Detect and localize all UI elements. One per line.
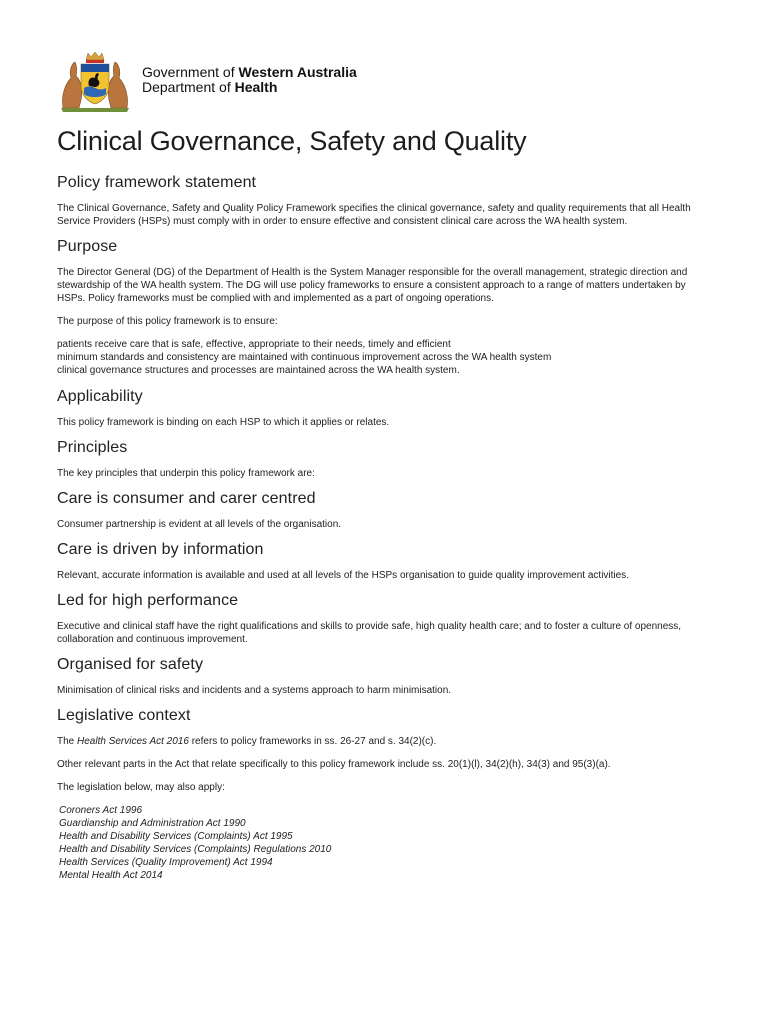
org-line-department: Department of Health xyxy=(142,79,278,95)
section-legislative-context xyxy=(57,707,707,882)
section-heading: Applicability xyxy=(57,388,143,405)
list-item: Guardianship and Administration Act 1990 xyxy=(59,818,246,829)
section-text: Executive and clinical staff have the right qualifications and skills to provide safe, high quality health care; and to foster a culture of openness, collaboration and continuous improvement. xyxy=(57,621,682,645)
section-heading: Purpose xyxy=(57,238,118,255)
list-item: Coroners Act 1996 xyxy=(59,805,143,816)
section-text: The purpose of this policy framework is to ensure: xyxy=(57,316,278,327)
section-heading: Policy framework statement xyxy=(57,174,257,191)
section-principles xyxy=(57,439,707,480)
section-text: This policy framework is binding on each HSP to which it applies or relates. xyxy=(57,417,390,428)
section-heading: Legislative context xyxy=(57,707,191,724)
section-text: Minimisation of clinical risks and incidents and a systems approach to harm minimisation. xyxy=(57,685,452,696)
section-text: The legislation below, may also apply: xyxy=(57,782,225,793)
section-text: Other relevant parts in the Act that relate specifically to this policy framework include ss. 20(1)(l), 34(2)(h), 34(3) and 95(3)(a). xyxy=(57,759,611,770)
document-body xyxy=(57,174,707,882)
list-item: Health Services (Quality Improvement) Act 1994 xyxy=(59,857,273,868)
section-text: The Clinical Governance, Safety and Quality Policy Framework specifies the clinical governance, safety and quality requirements that all Health Service Providers (HSPs) must comply with in order to ensure effective and consistent clinical care across the WA health system. xyxy=(57,203,691,227)
section-driven-by-information xyxy=(57,541,707,582)
section-consumer-centred xyxy=(57,490,707,531)
list-item: patients receive care that is safe, effective, appropriate to their needs, timely and efficient xyxy=(57,339,451,350)
section-heading: Led for high performance xyxy=(57,592,239,609)
section-heading: Care is driven by information xyxy=(57,541,264,558)
page-title: Clinical Governance, Safety and Quality xyxy=(57,126,527,156)
organisation-name xyxy=(142,65,357,95)
list-item: Mental Health Act 2014 xyxy=(59,870,163,881)
coat-of-arms-logo xyxy=(57,50,133,112)
header xyxy=(57,50,457,116)
section-high-performance xyxy=(57,592,707,646)
purpose-list xyxy=(57,338,707,377)
section-text: The Director General (DG) of the Department of Health is the System Manager responsible for the overall management, strategic direction and stewardship of the WA health system. The DG will use policy frameworks to ensure a consistent approach to a range of matters undertaken by HSPs. Policy frameworks must be complied with and implemented as a part of ongoing operations. xyxy=(57,267,688,304)
section-heading: Organised for safety xyxy=(57,656,204,673)
section-heading: Principles xyxy=(57,439,128,456)
act-name: Health Services Act 2016 xyxy=(77,736,189,747)
section-text: Consumer partnership is evident at all levels of the organisation. xyxy=(57,519,342,530)
list-item: minimum standards and consistency are maintained with continuous improvement across the WA health system xyxy=(57,352,552,363)
section-applicability xyxy=(57,388,707,429)
list-item: Health and Disability Services (Complaints) Act 1995 xyxy=(59,831,293,842)
section-organised-for-safety xyxy=(57,656,707,697)
section-purpose xyxy=(57,238,707,377)
section-heading: Care is consumer and carer centred xyxy=(57,490,316,507)
section-policy-statement xyxy=(57,174,707,228)
section-text: Relevant, accurate information is available and used at all levels of the HSPs organisation to guide quality improvement activities. xyxy=(57,570,629,581)
section-text: The Health Services Act 2016 refers to policy frameworks in ss. 26-27 and s. 34(2)(c). xyxy=(57,736,437,747)
section-text: The key principles that underpin this policy framework are: xyxy=(57,468,315,479)
legislation-list xyxy=(59,804,707,882)
list-item: clinical governance structures and processes are maintained across the WA health system. xyxy=(57,365,460,376)
org-line-government: Government of Western Australia xyxy=(142,64,357,80)
list-item: Health and Disability Services (Complaints) Regulations 2010 xyxy=(59,844,332,855)
